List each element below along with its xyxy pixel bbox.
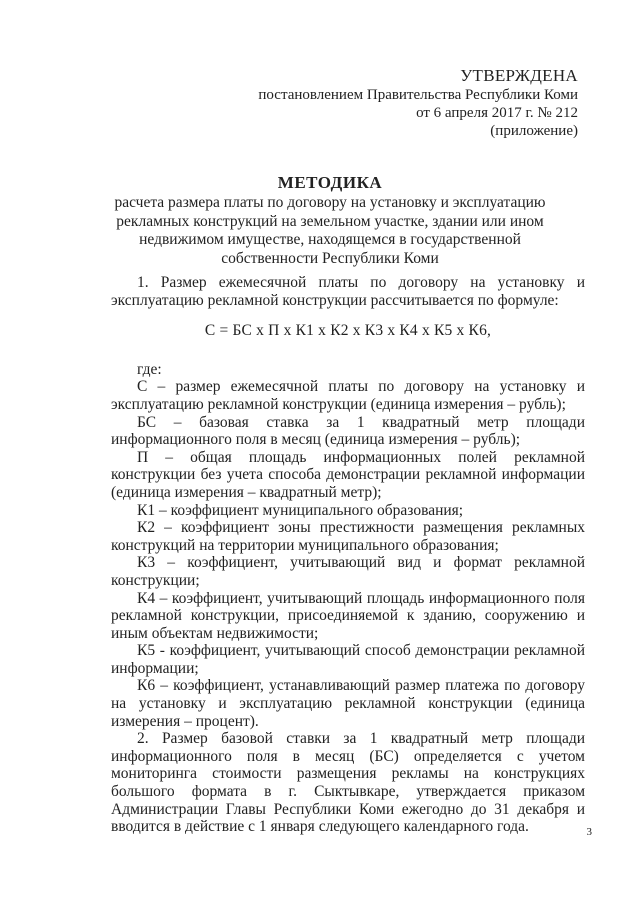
document-subtitle xyxy=(80,194,580,268)
approval-line-resolution: постановлением Правительства Республики Коми xyxy=(258,87,578,103)
subtitle-line: рекламных конструкций на земельном участке, здании или ином xyxy=(116,212,544,230)
subtitle-line: недвижимом имуществе, находящемся в государственной xyxy=(139,231,521,248)
approval-line-date: от 6 апреля 2017 г. № 212 xyxy=(416,105,578,121)
title-block xyxy=(80,172,580,268)
document-body xyxy=(111,274,585,836)
page-number: 3 xyxy=(586,826,592,838)
definition-k3: К3 – коэффициент, учитывающий вид и формат рекламной конструкции; xyxy=(111,554,585,589)
document-title: МЕТОДИКА xyxy=(277,173,383,192)
formula: С = БС х П х К1 х К2 х К3 х К4 х К5 х К6, xyxy=(204,322,492,340)
paragraph-2: 2. Размер базовой ставки за 1 квадратный метр площади информационного поля в месяц (БС) определяется с учетом мониторинга стоимости размещения рекламы на конструкциях большого формата в г. Сыктывкаре, утверждается приказом Администрации Главы Республики Коми ежегодно до 31 декабря и вводится в действие с 1 января следующего календарного года. xyxy=(111,730,585,836)
definition-k4: К4 – коэффициент, учитывающий площадь информационного поля рекламной конструкции, присоединяемой к зданию, сооружению и иным объектам недвижимости; xyxy=(111,589,585,642)
where-label: где: xyxy=(137,360,162,378)
definition-k6: К6 – коэффициент, устанавливающий размер платежа по договору на установку и эксплуатацию рекламной конструкции (единица измерения – процент). xyxy=(111,677,585,730)
subtitle-line: собственности Республики Коми xyxy=(221,249,439,267)
definition-c: С – размер ежемесячной платы по договору на установку и эксплуатацию рекламной конструкции (единица измерения – рубль); xyxy=(111,378,585,413)
definition-p: П – общая площадь информационных полей рекламной конструкции без учета способа демонстрации рекламной информации (единица измерения – квадратный метр); xyxy=(111,448,585,501)
approved-heading: УТВЕРЖДЕНА xyxy=(460,66,578,85)
definition-k5: К5 - коэффициент, учитывающий способ демонстрации рекламной информации; xyxy=(111,642,585,677)
approval-line-appendix: (приложение) xyxy=(490,123,578,139)
paragraph-1: 1. Размер ежемесячной платы по договору на установку и эксплуатацию рекламной конструкции рассчитывается по формуле: xyxy=(111,274,585,309)
definition-k1: К1 – коэффициент муниципального образования; xyxy=(137,501,464,519)
definition-bs: БС – базовая ставка за 1 квадратный метр площади информационного поля в месяц (единица измерения – рубль); xyxy=(111,413,585,449)
definition-k2: К2 – коэффициент зоны престижности размещения рекламных конструкций на территории муниципального образования; xyxy=(111,519,585,554)
approval-stamp-block xyxy=(258,66,578,140)
subtitle-line: расчета размера платы по договору на установку и эксплуатацию xyxy=(114,194,546,211)
